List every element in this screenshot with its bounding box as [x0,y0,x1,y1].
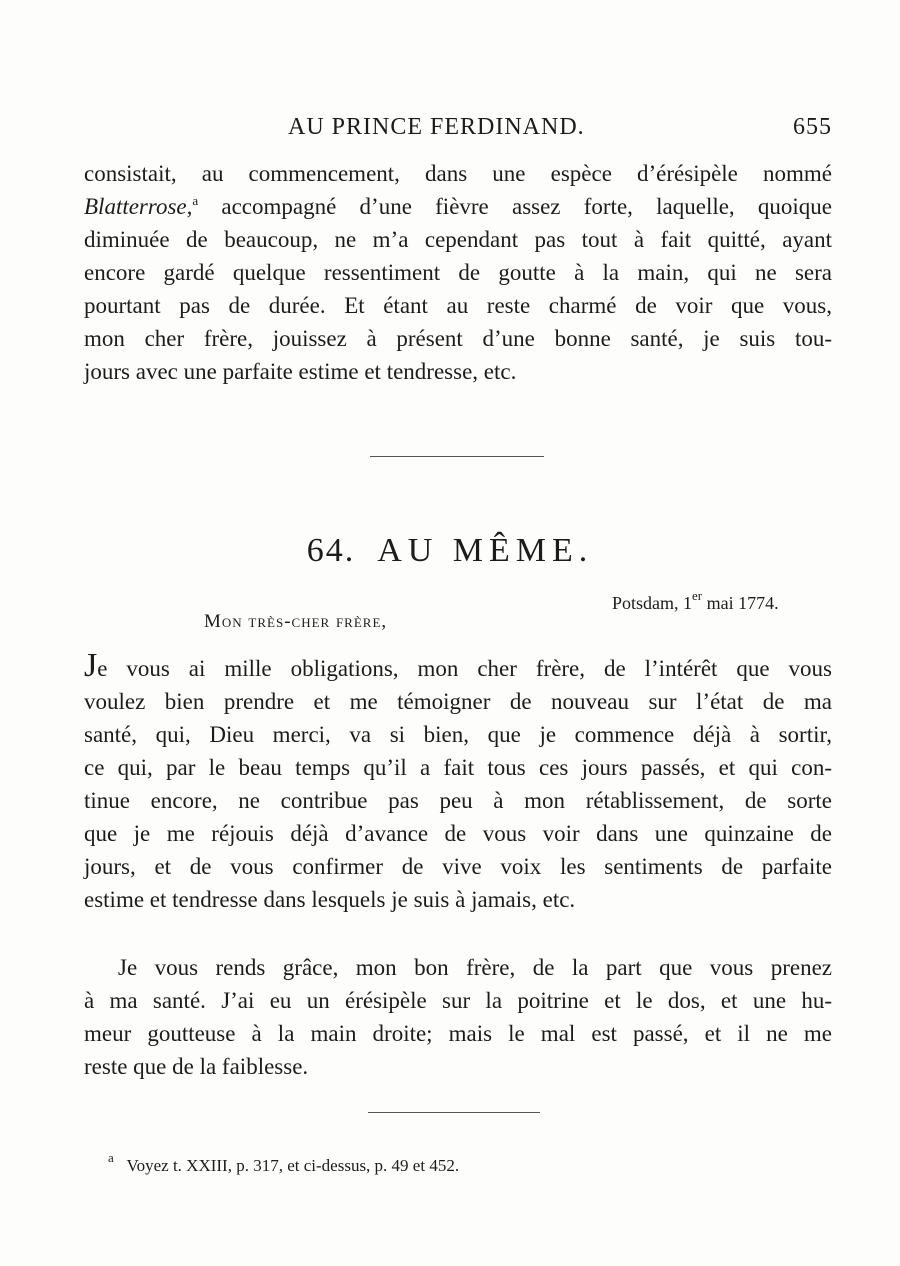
letter-body [84,647,832,916]
text-line: diminuée de beaucoup, ne m’a cependant pas tout à fait quitté, ayant [84,227,832,252]
text-line: Blatterrose,$^a$ accompagné d’une fièvre assez forte, laquelle, quoique [84,193,832,219]
end-divider [368,1112,540,1113]
text-line: meur goutteuse à la main droite; mais le mal est passé, et il ne me [84,1021,832,1046]
drop-cap: J [84,647,98,684]
text-line: reste que de la faiblesse. [84,1054,309,1079]
text-line: santé, qui, Dieu merci, va si bien, que je commence déjà à sortir, [84,722,832,747]
text-line: tinue encore, ne contribue pas peu à mon rétablissement, de sorte [84,788,832,813]
text-line: voulez bien prendre et me témoigner de nouveau sur l’état de ma [84,689,832,714]
text-line: à ma santé. J’ai eu un érésipèle sur la poitrine et le dos, et une hu- [84,988,832,1013]
text-line: encore gardé quelque ressentiment de goutte à la main, qui ne sera [84,260,832,285]
letter-recipient: AU MÊME. [377,532,594,569]
footnote-text: Voyez t. XXIII, p. 317, et ci-dessus, p. 49 et 452. [126,1156,460,1175]
footnote-ref: a [192,193,199,208]
continuation-paragraph [84,157,832,388]
italic-word: Blatterrose, [84,194,193,219]
page-number: 655 [793,114,832,140]
text-line: consistait, au commencement, dans une espèce d’érésipèle nommé [84,161,832,186]
letter-heading [0,532,900,570]
running-head [84,114,832,144]
text-line: ce qui, par le beau temps qu’il a fait tous ces jours passés, et qui con- [84,755,832,780]
text-line: Je vous ai mille obligations, mon cher frère, de l’intérêt que vous [84,647,832,684]
running-title: AU PRINCE FERDINAND. [288,114,585,140]
text-line: jours, et de vous confirmer de vive voix les sentiments de parfaite [84,854,832,879]
footnote-mark: a [108,1150,114,1165]
text-line: Je vous rends grâce, mon bon frère, de la part que vous prenez [118,955,832,980]
text-line: pourtant pas de durée. Et étant au reste charmé de voir que vous, [84,293,832,318]
text-line: jours avec une parfaite estime et tendresse, etc. [84,359,517,384]
text-line: que je me réjouis déjà d’avance de vous voir dans une quinzaine de [84,821,832,846]
salutation: Mon très-cher frère, [204,611,388,632]
text-line: mon cher frère, jouissez à présent d’une bonne santé, je suis tou- [84,326,832,351]
reply-paragraph [84,951,832,1083]
letter-number: 64. [306,532,356,569]
dateline: Potsdam, 1er mai 1774. [612,588,779,613]
text-line: estime et tendresse dans lesquels je suis à jamais, etc. [84,887,576,912]
footnote [108,1150,460,1176]
section-divider [370,456,544,457]
